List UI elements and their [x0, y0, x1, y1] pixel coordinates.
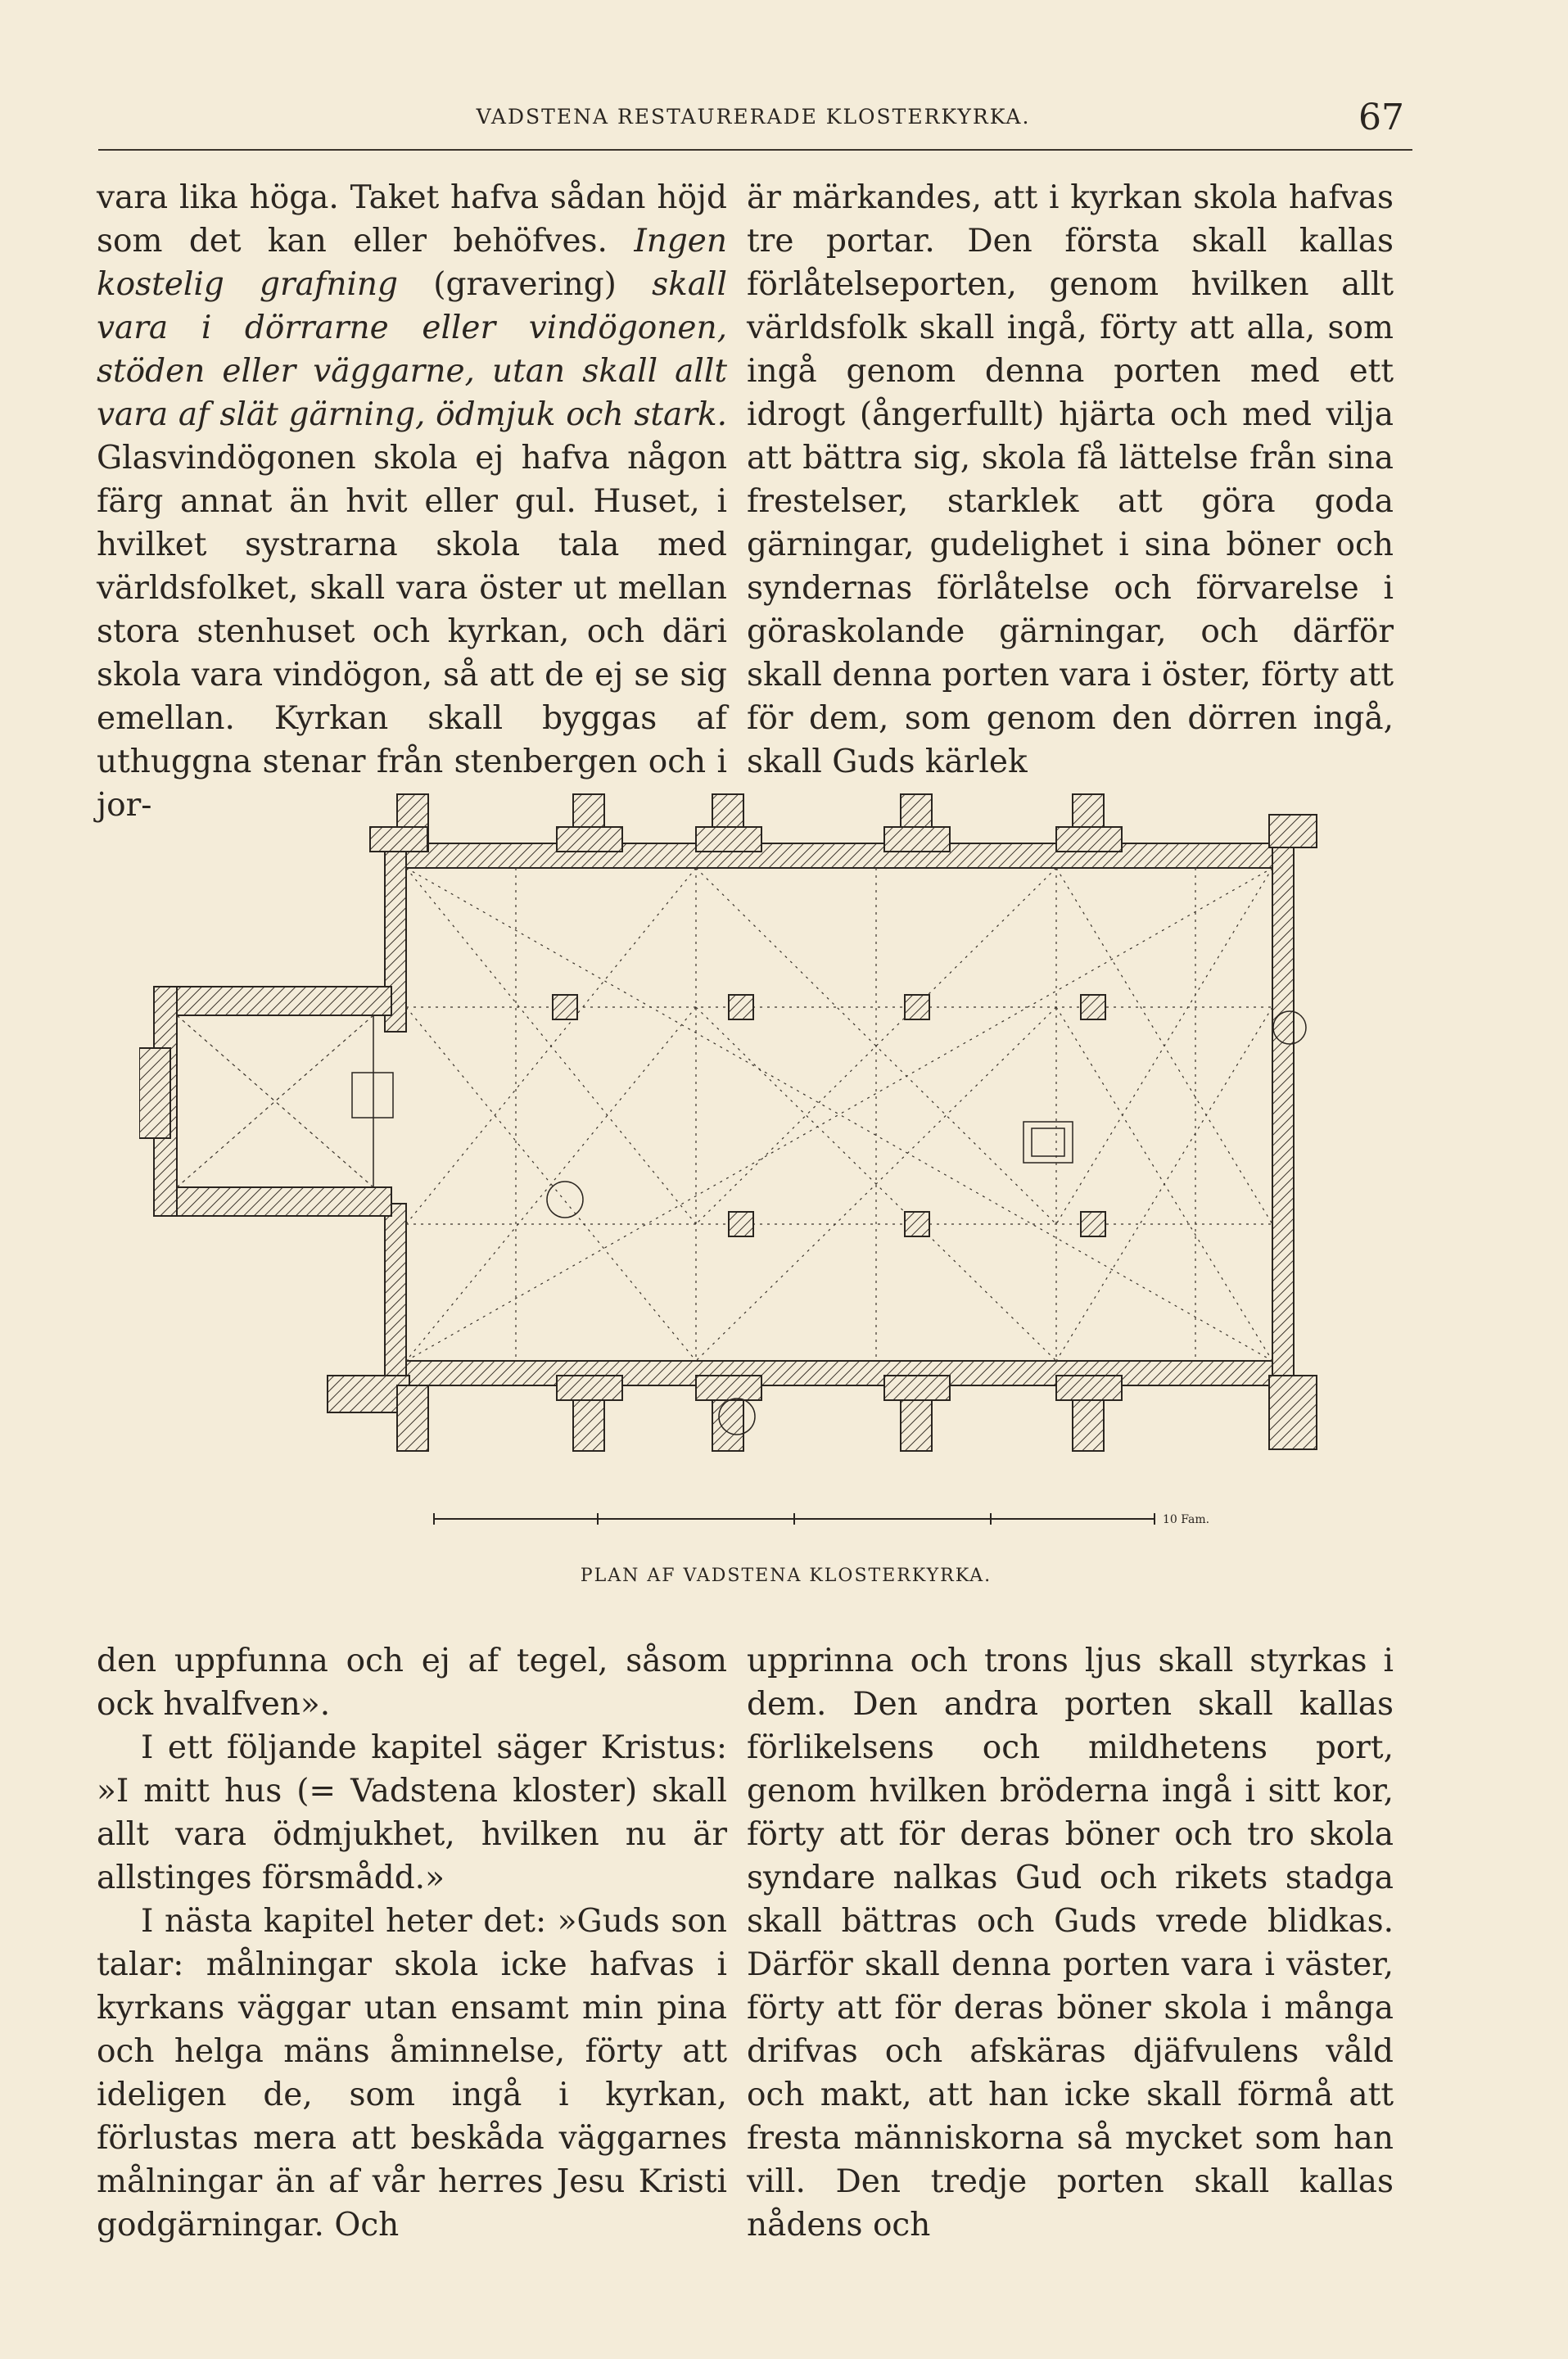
scale-bar	[434, 1513, 1155, 1525]
paragraph: I ett följande kapitel säger Kristus: »I mitt hus (= Vadstena kloster) skall allt vara ödmjukhet, hvilken nu är allstinges försmådd.»	[97, 1729, 727, 1896]
piers	[553, 995, 1105, 1236]
running-head: VADSTENA RESTAURERADE KLOSTERKYRKA.	[476, 105, 1031, 129]
page-number: 67	[1358, 97, 1404, 138]
text-column-bottom-right	[747, 1639, 1394, 2247]
paragraph: I nästa kapitel heter det: »Guds son talar: målningar skola icke hafvas i kyrkans väggar utan ensamt min pina och helga mäns åminnelse, förty att ideligen de, som ingå i kyrkan, förlustas mera att beskåda väggarnes målningar än af vår herres Jesu Kristi godgärningar. Och	[97, 1903, 727, 2244]
paragraph: den uppfunna och ej af tegel, såsom ock hvalfven».	[97, 1643, 727, 1723]
paragraph: är märkandes, att i kyrkan skola hafvas tre portar. Den första skall kallas förlåtelseporten, genom hvilken allt världsfolk skall ingå, förty att alla, som ingå genom denna porten med ett idrogt (ångerfullt) hjärta och med vilja att bättra sig, skola få lättelse från sina frestelser, starklek att göra goda gärningar, gudelighet i sina böner och syndernas förlåtelse och förvarelse i göraskolande gärningar, och därför skall denna porten vara i öster, förty att för dem, som genom den dörren ingå, skall Guds kärlek	[747, 179, 1394, 780]
text-column-bottom-left	[97, 1639, 727, 2247]
figure-caption: PLAN AF VADSTENA KLOSTERKYRKA.	[580, 1566, 992, 1586]
scale-label: 10 Fam.	[1163, 1513, 1210, 1526]
header-rule	[98, 149, 1412, 151]
nave-walls	[328, 794, 1317, 1451]
choir-vault-lines	[177, 1015, 373, 1187]
vault-ribs	[406, 868, 1272, 1361]
text-column-top-left	[97, 176, 727, 827]
text-column-top-right	[747, 176, 1394, 784]
paragraph: upprinna och trons ljus skall styrkas i dem. Den andra porten skall kallas förlikelsens och mildhetens port, genom hvilken bröderna ingå i sitt kor, förty att för deras böner och tro skola syndare nalkas Gud och rikets stadga skall bättras och Guds vrede blidkas. Därför skall denna porten vara i väster, förty att för deras böner skola i många drifvas och afskäras djäfvulens våld och makt, att han icke skall förmå att fresta människorna så mycket som han vill. Den tredje porten skall kallas nådens och	[747, 1643, 1394, 2244]
church-floor-plan	[139, 778, 1400, 1539]
paragraph: vara lika höga. Taket hafva sådan höjd som det kan eller behöfves. Ingen kostelig grafning (gravering) skall vara i dörrarne eller vindögonen, stöden eller väggarne, utan skall allt vara af slät gärning, ödmjuk och stark. Glasvindögonen skola ej hafva någon färg annat än hvit eller gul. Huset, i hvilket systrarna skola tala med världsfolket, skall vara öster ut mellan stora stenhuset och kyrkan, och däri skola vara vindögon, så att de ej se sig emellan. Kyrkan skall byggas af uthuggna stenar från stenbergen och i jor-	[97, 179, 727, 824]
